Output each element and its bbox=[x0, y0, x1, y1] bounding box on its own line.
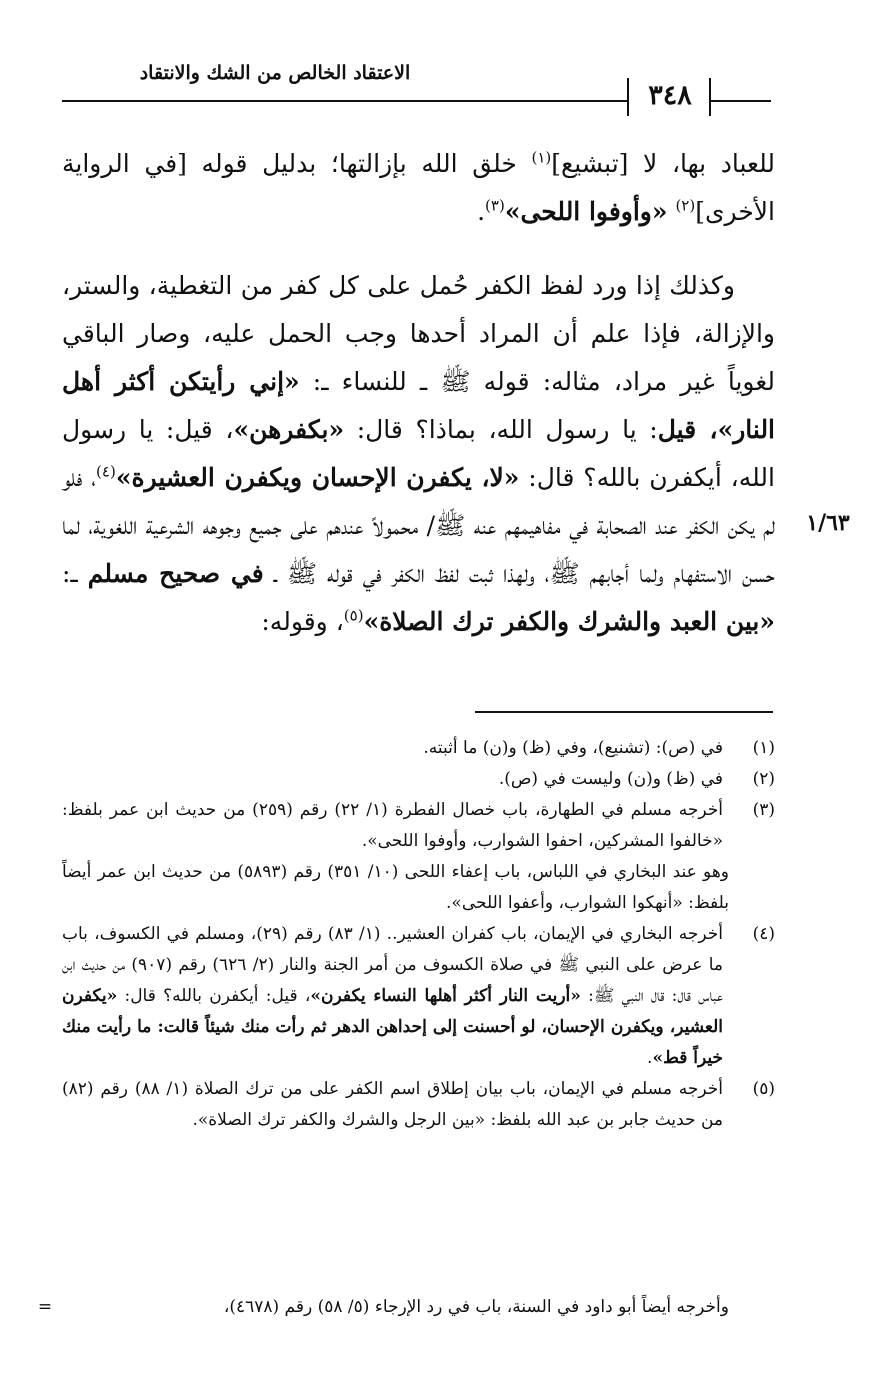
footnote-number: (٥) bbox=[752, 1079, 775, 1099]
header-divider bbox=[709, 78, 711, 116]
body-text: وكذلك إذا ورد لفظ الكفر حُمل على كل كفر من التغطية، والستر، والإزالة، فإذا علم أن المراد أحدها وجب الحمل عليه، وصار الباقي لغوياً غير مراد، مثاله: قوله ﷺ ـ للنساء ـ: bbox=[62, 271, 775, 396]
hadith-quote: «أريت النار أكثر أهلها النساء يكفرن» bbox=[310, 986, 581, 1006]
header-rule bbox=[62, 100, 627, 102]
body-text: ، قيل: يا رسول الله، أيكفرن بالله؟ قال: bbox=[62, 415, 775, 492]
footnote-1 bbox=[62, 733, 775, 764]
header-divider bbox=[627, 78, 629, 116]
body-text: ـ: bbox=[62, 559, 88, 588]
footnote-number: (١) bbox=[752, 738, 775, 758]
page-number: ٣٤٨ bbox=[648, 80, 692, 111]
footnote-ref[interactable]: (٤) bbox=[96, 462, 116, 481]
body-text: ، وقوله: bbox=[261, 607, 344, 636]
footnote-text bbox=[62, 919, 723, 1074]
footnote-number: (٤) bbox=[752, 924, 775, 944]
body-text: خلق الله بإزالتها؛ بدليل قوله [في الرواية الأخرى] bbox=[62, 149, 775, 226]
hadith-quote: «يكفرن العشير، ويكفرن الإحسان، لو أحسنت إلى إحداهن الدهر ثم رأت منك شيئاً قالت: ما رأيت منك خيراً قط» bbox=[62, 986, 723, 1068]
body-text: : يا رسول الله، بماذا؟ قال: bbox=[344, 415, 658, 444]
footnote-ref[interactable]: (٢) bbox=[675, 196, 696, 215]
footnote-number: (٢) bbox=[752, 769, 775, 789]
running-title: الاعتقاد الخالص من الشك والانتقاد bbox=[139, 62, 411, 84]
source-reference: في صحيح مسلم bbox=[87, 559, 264, 588]
footnote-3 bbox=[62, 795, 775, 857]
continuation-mark: = bbox=[37, 1297, 53, 1317]
hadith-quote: «بكفرهن» bbox=[233, 415, 345, 444]
hadith-quote: «لا، يكفرن الإحسان ويكفرن العشيرة» bbox=[115, 463, 520, 492]
footnote-5 bbox=[62, 1074, 775, 1136]
footnote-text: أخرجه مسلم في الطهارة، باب خصال الفطرة (١/ ٢٢) رقم (٢٥٩) من حديث ابن عمر بلفظ: «خالفوا المشركين، احفوا الشوارب، وأوفوا اللحى». bbox=[62, 800, 723, 851]
footnote-ref[interactable]: (١) bbox=[531, 148, 552, 167]
footnote-text: في (ظ) و(ن) وليست في (ص). bbox=[498, 769, 723, 789]
footnote-ref[interactable]: (٣) bbox=[485, 196, 505, 215]
body-text: ، فلو لم يكن الكفر عند الصحابة في مفاهيمهم عنه ﷺ/ محمولاً عندهم على جميع وجوهه الشرعية اللغوية، لما حسن الاستفهام ولما أجابهم ﷺ، ولهذا ثبت لفظ الكفر في قوله ﷺ ـ bbox=[62, 463, 775, 588]
footnote-text: أخرجه مسلم في الإيمان، باب بيان إطلاق اسم الكفر على من ترك الصلاة (١/ ٨٨) رقم (٨٢) من حديث جابر بن عبد الله بلفظ: «بين الرجل والشرك والكفر ترك الصلاة». bbox=[62, 1079, 723, 1130]
hadith-quote: «وأوفوا اللحى» bbox=[504, 197, 668, 226]
footnote-text-part: . bbox=[647, 1048, 653, 1068]
footnote-separator bbox=[475, 711, 773, 713]
body-text: . bbox=[477, 197, 486, 226]
footnote-ref[interactable]: (٥) bbox=[343, 606, 364, 625]
hadith-quote: «إني رأيتكن أكثر أهل النار»، قيل bbox=[62, 367, 776, 444]
body-paragraph-1 bbox=[62, 140, 775, 236]
manuscript-folio-marker: ١/٦٣ bbox=[806, 510, 850, 536]
footnote-5-continuation bbox=[30, 1292, 775, 1323]
header-rule bbox=[709, 100, 771, 102]
hadith-quote: «بين العبد والشرك والكفر ترك الصلاة» bbox=[363, 607, 775, 636]
footnote-text-part: ، قيل: أيكفرن بالله؟ قال: bbox=[117, 986, 311, 1006]
footnote-text: وأخرجه أيضاً أبو داود في السنة، باب في رد الإرجاء (٥/ ٥٨) رقم (٤٦٧٨)، bbox=[223, 1297, 729, 1317]
footnote-number: (٣) bbox=[752, 800, 775, 820]
footnote-2 bbox=[62, 764, 775, 795]
footnote-text-part: أخرجه البخاري في الإيمان، باب كفران العشير.. (١/ ٨٣) رقم (٢٩)، ومسلم في الكسوف، باب ما عرض على النبي ﷺ في صلاة الكسوف من أمر الجنة والنار (٢/ ٦٢٦) رقم (٩٠٧) من حديث ابن عباس قال: قال النبي ﷺ: bbox=[62, 924, 724, 1006]
body-paragraph-2 bbox=[62, 262, 775, 646]
footnotes bbox=[62, 733, 775, 1136]
footnote-text: في (ص): (تشنيع)، وفي (ظ) و(ن) ما أثبته. bbox=[423, 738, 723, 758]
footnote-4 bbox=[62, 919, 775, 1074]
footnote-3-continuation: وهو عند البخاري في اللباس، باب إعفاء اللحى (١٠/ ٣٥١) رقم (٥٨٩٣) من حديث ابن عمر أيضاً بلفظ: «أنهكوا الشوارب، وأعفوا اللحى». bbox=[62, 862, 729, 913]
body-text: للعباد بها، لا [تبشيع] bbox=[551, 149, 775, 178]
